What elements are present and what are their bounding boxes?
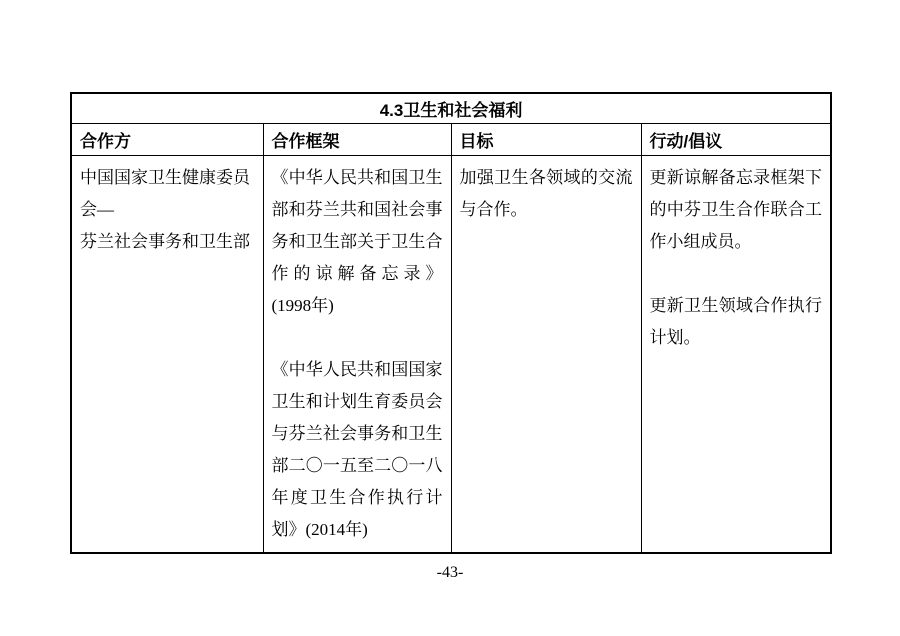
column-header-actions: 行动/倡议 [641, 124, 831, 156]
cooperation-table [70, 92, 832, 554]
partner-paragraph: 芬兰社会事务和卫生部 [80, 232, 250, 251]
partner-paragraph: 中国国家卫生健康委员会— [80, 168, 250, 219]
cell-actions [641, 156, 831, 554]
table-header-row [71, 124, 831, 156]
cell-goal [451, 156, 641, 554]
framework-paragraph: 《中华人民共和国卫生部和芬兰共和国社会事务和卫生部关于卫生合作的谅解备忘录》(1998年) [271, 168, 443, 315]
page-number: -43- [436, 564, 464, 581]
action-paragraph: 更新谅解备忘录框架下的中芬卫生合作联合工作小组成员。 [649, 168, 823, 251]
section-title: 4.3卫生和社会福利 [71, 93, 831, 124]
action-paragraph: 更新卫生领域合作执行计划。 [649, 296, 823, 347]
goal-paragraph: 加强卫生各领域的交流与合作。 [459, 168, 633, 219]
cell-framework [263, 156, 451, 554]
column-header-partner: 合作方 [71, 124, 263, 156]
framework-paragraph: 《中华人民共和国国家卫生和计划生育委员会与芬兰社会事务和卫生部二〇一五至二〇一八年度卫生合作执行计划》(2014年) [271, 360, 443, 539]
column-header-goal: 目标 [451, 124, 641, 156]
cell-partner [71, 156, 263, 554]
table-title-row [71, 93, 831, 124]
column-header-framework: 合作框架 [263, 124, 451, 156]
table-row [71, 156, 831, 554]
